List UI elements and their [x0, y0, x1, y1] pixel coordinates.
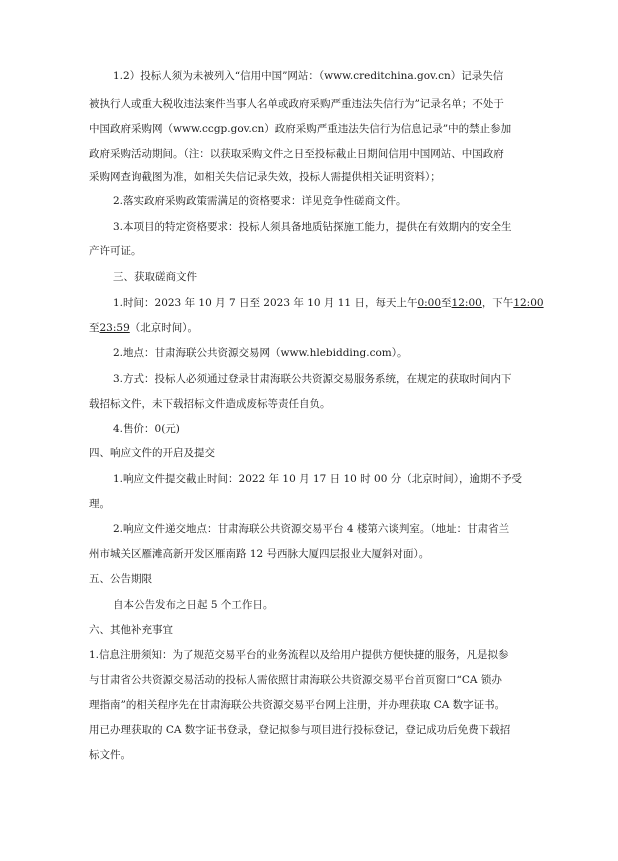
time-morning-start: 0:00: [417, 297, 442, 309]
section-3-heading: 三、获取磋商文件: [113, 271, 197, 283]
qualification-1-2-line-2: 被执行人或重大税收违法案件当事人名单或政府采购严重违法失信行为”记录名单；不处于: [89, 98, 504, 110]
acquisition-method-line-2: 载招标文件，未下载招标文件造成废标等责任自负。: [89, 398, 331, 410]
notes-line-2: 与甘肃省公共资源交易活动的投标人需依照甘肃海联公共资源交易平台首页窗口“CA 锁办: [89, 674, 502, 686]
section-4-heading: 四、响应文件的开启及提交: [89, 447, 215, 459]
acquisition-location: 2.地点：甘肃海联公共资源交易网（www.hlebidding.com）。: [113, 347, 408, 359]
price: 4.售价：0(元): [113, 423, 180, 435]
notes-line-1: 1.信息注册须知：为了规范交易平台的业务流程以及给用户提供方便快捷的服务，凡是拟参: [89, 649, 509, 661]
qualification-1-2-line-5: 采购网查询截图为准，如相关失信记录失效，投标人需提供相关证明资料）；: [89, 171, 441, 183]
time-afternoon-end: 23:59: [99, 322, 130, 334]
acquisition-time-line-1: [113, 296, 544, 310]
time-afternoon-label: ，下午: [481, 297, 514, 309]
time-zone-note: （北京时间）。: [129, 322, 199, 334]
submission-location-line-2: 州市城关区雁滩高新开发区雁南路 12 号西脉大厦四层报业大厦斜对面）。: [89, 548, 430, 560]
time-afternoon-start: 12:00: [513, 297, 544, 309]
qualification-1-2-line-4: 政府采购活动期间。（注：以获取采购文件之日至投标截止日期间信用中国网站、中国政府: [89, 148, 504, 160]
acquisition-time-line-2: [89, 321, 198, 335]
qualification-1-2-line-1: 1.2）投标人须为未被列入“信用中国”网站：（www.creditchina.gov.cn）记录失信: [113, 70, 504, 82]
submission-location-line-1: 2.响应文件递交地点：甘肃海联公共资源交易平台 4 楼第六谈判室。（地址：甘肃省兰: [113, 523, 510, 535]
time-text: 1.时间：2023 年 10 月 7 日至 2023 年 10 月 11 日，每天上午: [113, 297, 418, 309]
time-sep-2: 至: [89, 322, 100, 334]
policy-requirements: 2.落实政府采购政策需满足的资格要求：详见竞争性磋商文件。: [113, 195, 407, 207]
acquisition-method-line-1: 3.方式：投标人必须通过登录甘肃海联公共资源交易服务系统，在规定的获取时间内下: [113, 373, 512, 385]
announcement-period: 自本公告发布之日起 5 个工作日。: [113, 599, 274, 611]
notes-line-5: 标文件。: [89, 749, 131, 761]
notes-line-4: 用已办理获取的 CA 数字证书登录，登记拟参与项目进行投标登记，登记成功后免费下载招: [89, 724, 511, 736]
time-morning-end: 12:00: [451, 297, 482, 309]
submission-deadline-line-2: 理。: [89, 498, 110, 510]
specific-requirements-line-1: 3.本项目的特定资格要求：投标人须具备地质钻探施工能力，提供在有效期内的安全生: [113, 221, 512, 233]
specific-requirements-line-2: 产许可证。: [89, 245, 142, 257]
section-6-heading: 六、其他补充事宜: [89, 624, 173, 636]
qualification-1-2-line-3: 中国政府采购网（www.ccgp.gov.cn）政府采购严重违法失信行为信息记录”中的禁止参加: [89, 123, 512, 135]
section-5-heading: 五、公告期限: [89, 573, 152, 585]
time-sep: 至: [441, 297, 452, 309]
submission-deadline-line-1: 1.响应文件提交截止时间：2022 年 10 月 17 日 10 时 00 分（北京时间），逾期不予受: [113, 473, 522, 485]
notes-line-3: 理指南”的相关程序先在甘肃海联公共资源交易平台网上注册，并办理获取 CA 数字证书。: [89, 699, 506, 711]
